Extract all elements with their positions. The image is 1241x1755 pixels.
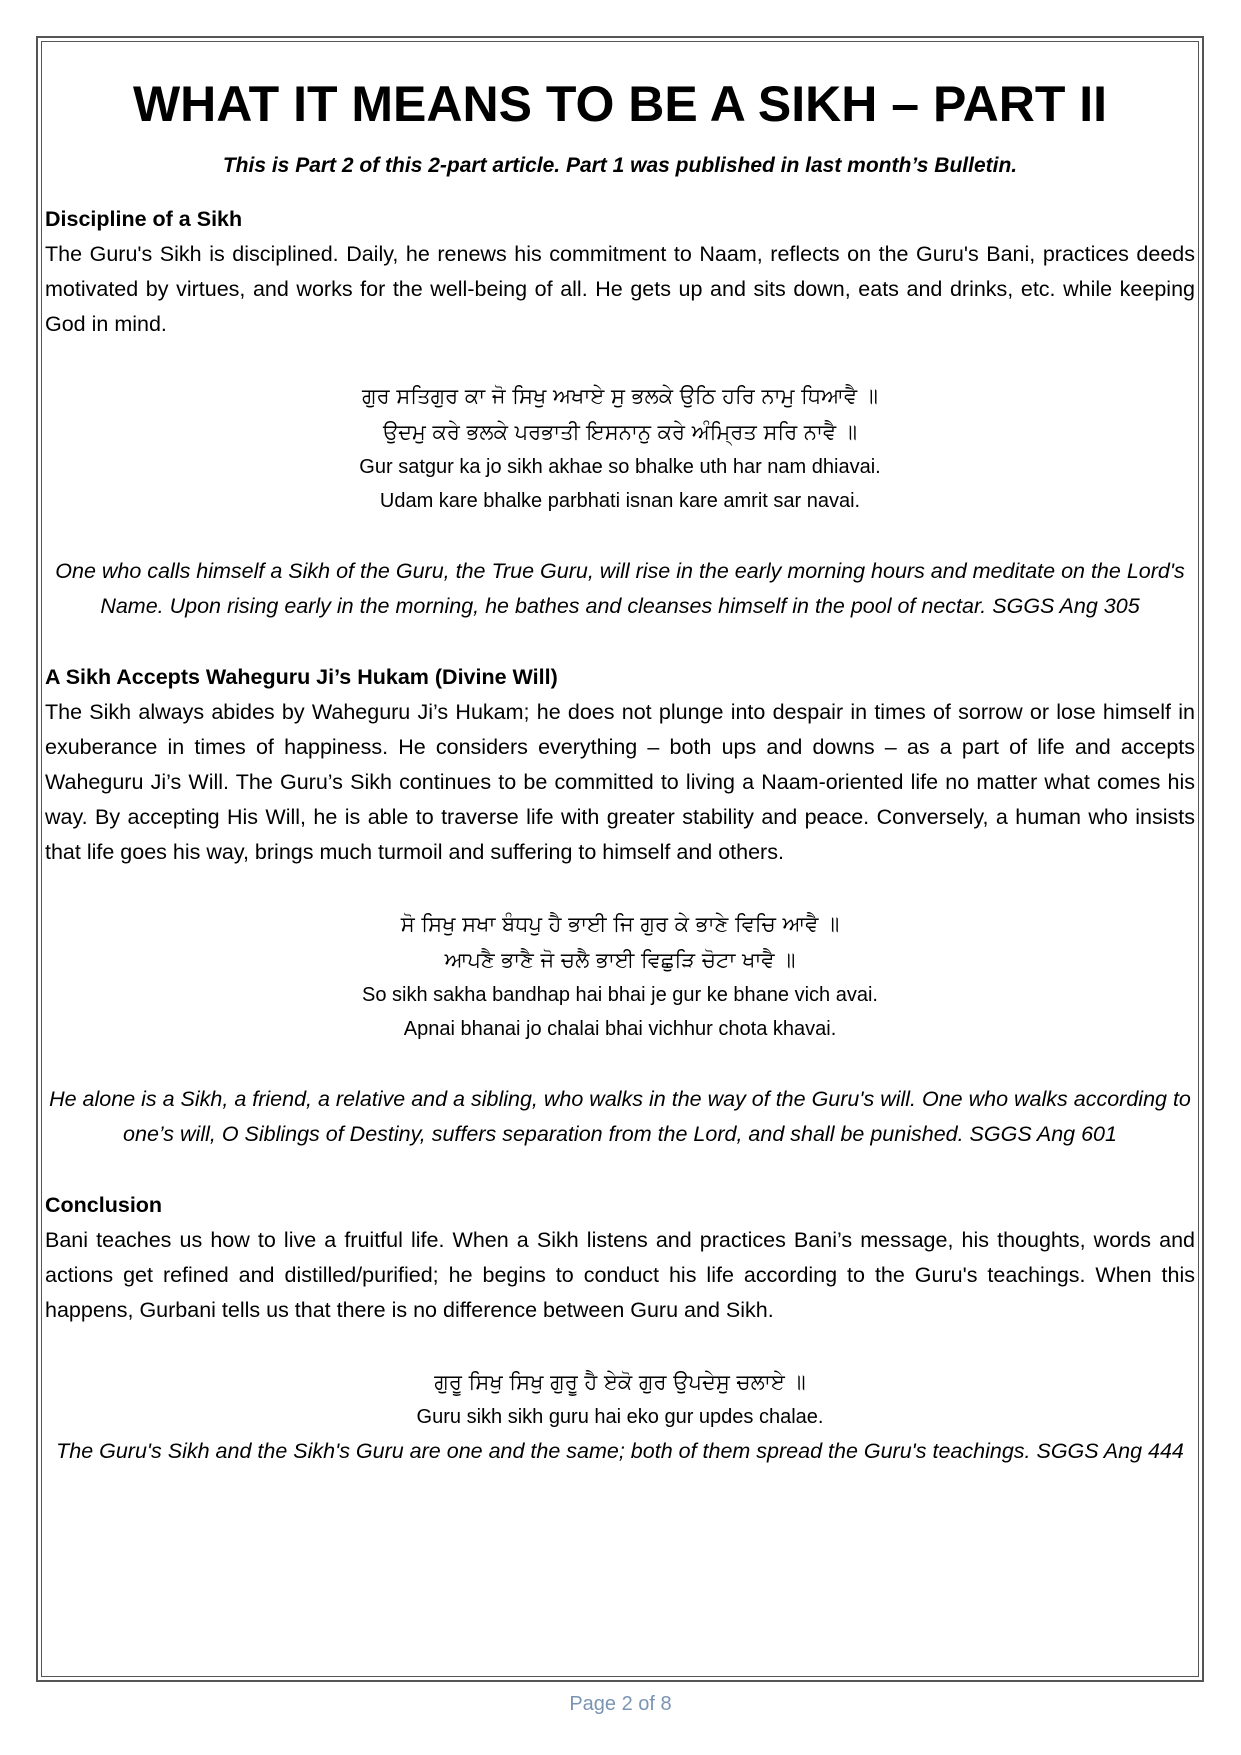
verse-gurmukhi-line: ਉਦਮੁ ਕਰੇ ਭਲਕੇ ਪਰਭਾਤੀ ਇਸਨਾਨੁ ਕਰੇ ਅੰਮ੍ਰਿਤ ਸਰਿ ਨਾਵੈ ॥ [382,420,858,444]
verse-block [45,1364,1195,1434]
intro-note: This is Part 2 of this 2-part article. Part 1 was published in last month’s Bulletin. [222,154,1018,177]
verse-transliteration-line: Apnai bhanai jo chalai bhai vichhur chota khavai. [403,1018,837,1040]
verse-transliteration-line: Gur satgur ka jo sikh akhae so bhalke uth har nam dhiavai. [359,456,881,478]
section-body: The Guru's Sikh is disciplined. Daily, he renews his commitment to Naam, reflects on the Guru's Bani, practices deeds motivated by virtues, and works for the well-being of all. He gets up and sits down, eats and drinks, etc. while keeping God in mind. [45,242,1195,336]
section-conclusion [45,1188,1195,1469]
section-body: Bani teaches us how to live a fruitful life. When a Sikh listens and practices Bani’s message, his thoughts, words and actions get refined and distilled/purified; he begins to conduct his life according to the Guru's teachings. When this happens, Gurbani tells us that there is no difference between Guru and Sikh. [45,1228,1195,1322]
verse-translation: The Guru's Sikh and the Sikh's Guru are one and the same; both of them spread the Guru's teachings. SGGS Ang 444 [56,1439,1184,1463]
verse-translation: One who calls himself a Sikh of the Guru, the True Guru, will rise in the early morning hours and meditate on the Lord's Name. Upon rising early in the morning, he bathes and cleanses himself in the pool of nectar. SGGS Ang 305 [55,559,1185,618]
verse-gurmukhi-line: ਆਪਣੈ ਭਾਣੈ ਜੋ ਚਲੈ ਭਾਈ ਵਿਛੁੜਿ ਚੋਟਾ ਖਾਵੈ ॥ [444,948,796,972]
verse-gurmukhi-line: ਗੁਰ ਸਤਿਗੁਰ ਕਾ ਜੋ ਸਿਖੁ ਅਖਾਏ ਸੁ ਭਲਕੇ ਉਠਿ ਹਰਿ ਨਾਮੁ ਧਿਆਵੈ ॥ [362,384,878,408]
article [45,60,1195,1505]
section-body: The Sikh always abides by Waheguru Ji’s Hukam; he does not plunge into despair in times of sorrow or lose himself in exuberance in times of happiness. He considers everything – both ups and downs – as a part of life and accepts Waheguru Ji’s Will. The Guru’s Sikh continues to be committed to living a Naam-oriented life no matter what comes his way. By accepting His Will, he is able to traverse life with greater stability and peace. Conversely, a human who insists that life goes his way, brings much turmoil and suffering to himself and others. [45,700,1195,864]
section-hukam [45,660,1195,1152]
page-title: WHAT IT MEANS TO BE A SIKH – PART II [132,76,1108,132]
verse-block [45,906,1195,1046]
verse-block [45,378,1195,518]
verse-gurmukhi-line: ਗੁਰੂ ਸਿਖੁ ਸਿਖੁ ਗੁਰੂ ਹੈ ਏਕੋ ਗੁਰ ਉਪਦੇਸੁ ਚਲਾਏ ॥ [434,1370,806,1394]
section-heading: Conclusion [45,1193,163,1217]
page-number: Page 2 of 8 [569,1693,672,1715]
verse-translation: He alone is a Sikh, a friend, a relative and a sibling, who walks in the way of the Guru's will. One who walks according to one’s will, O Siblings of Destiny, suffers separation from the Lord, and shall be punished. SGGS Ang 601 [49,1087,1191,1146]
verse-transliteration-line: Guru sikh sikh guru hai eko gur updes chalae. [416,1406,824,1428]
verse-transliteration-line: Udam kare bhalke parbhati isnan kare amrit sar navai. [379,490,861,512]
section-heading: Discipline of a Sikh [45,207,243,231]
verse-gurmukhi-line: ਸੋ ਸਿਖੁ ਸਖਾ ਬੰਧਪੁ ਹੈ ਭਾਈ ਜਿ ਗੁਰ ਕੇ ਭਾਣੇ ਵਿਚਿ ਆਵੈ ॥ [400,912,840,936]
section-heading: A Sikh Accepts Waheguru Ji’s Hukam (Divine Will) [45,665,558,689]
section-discipline [45,202,1195,624]
verse-transliteration-line: So sikh sakha bandhap hai bhai je gur ke bhane vich avai. [362,984,878,1006]
